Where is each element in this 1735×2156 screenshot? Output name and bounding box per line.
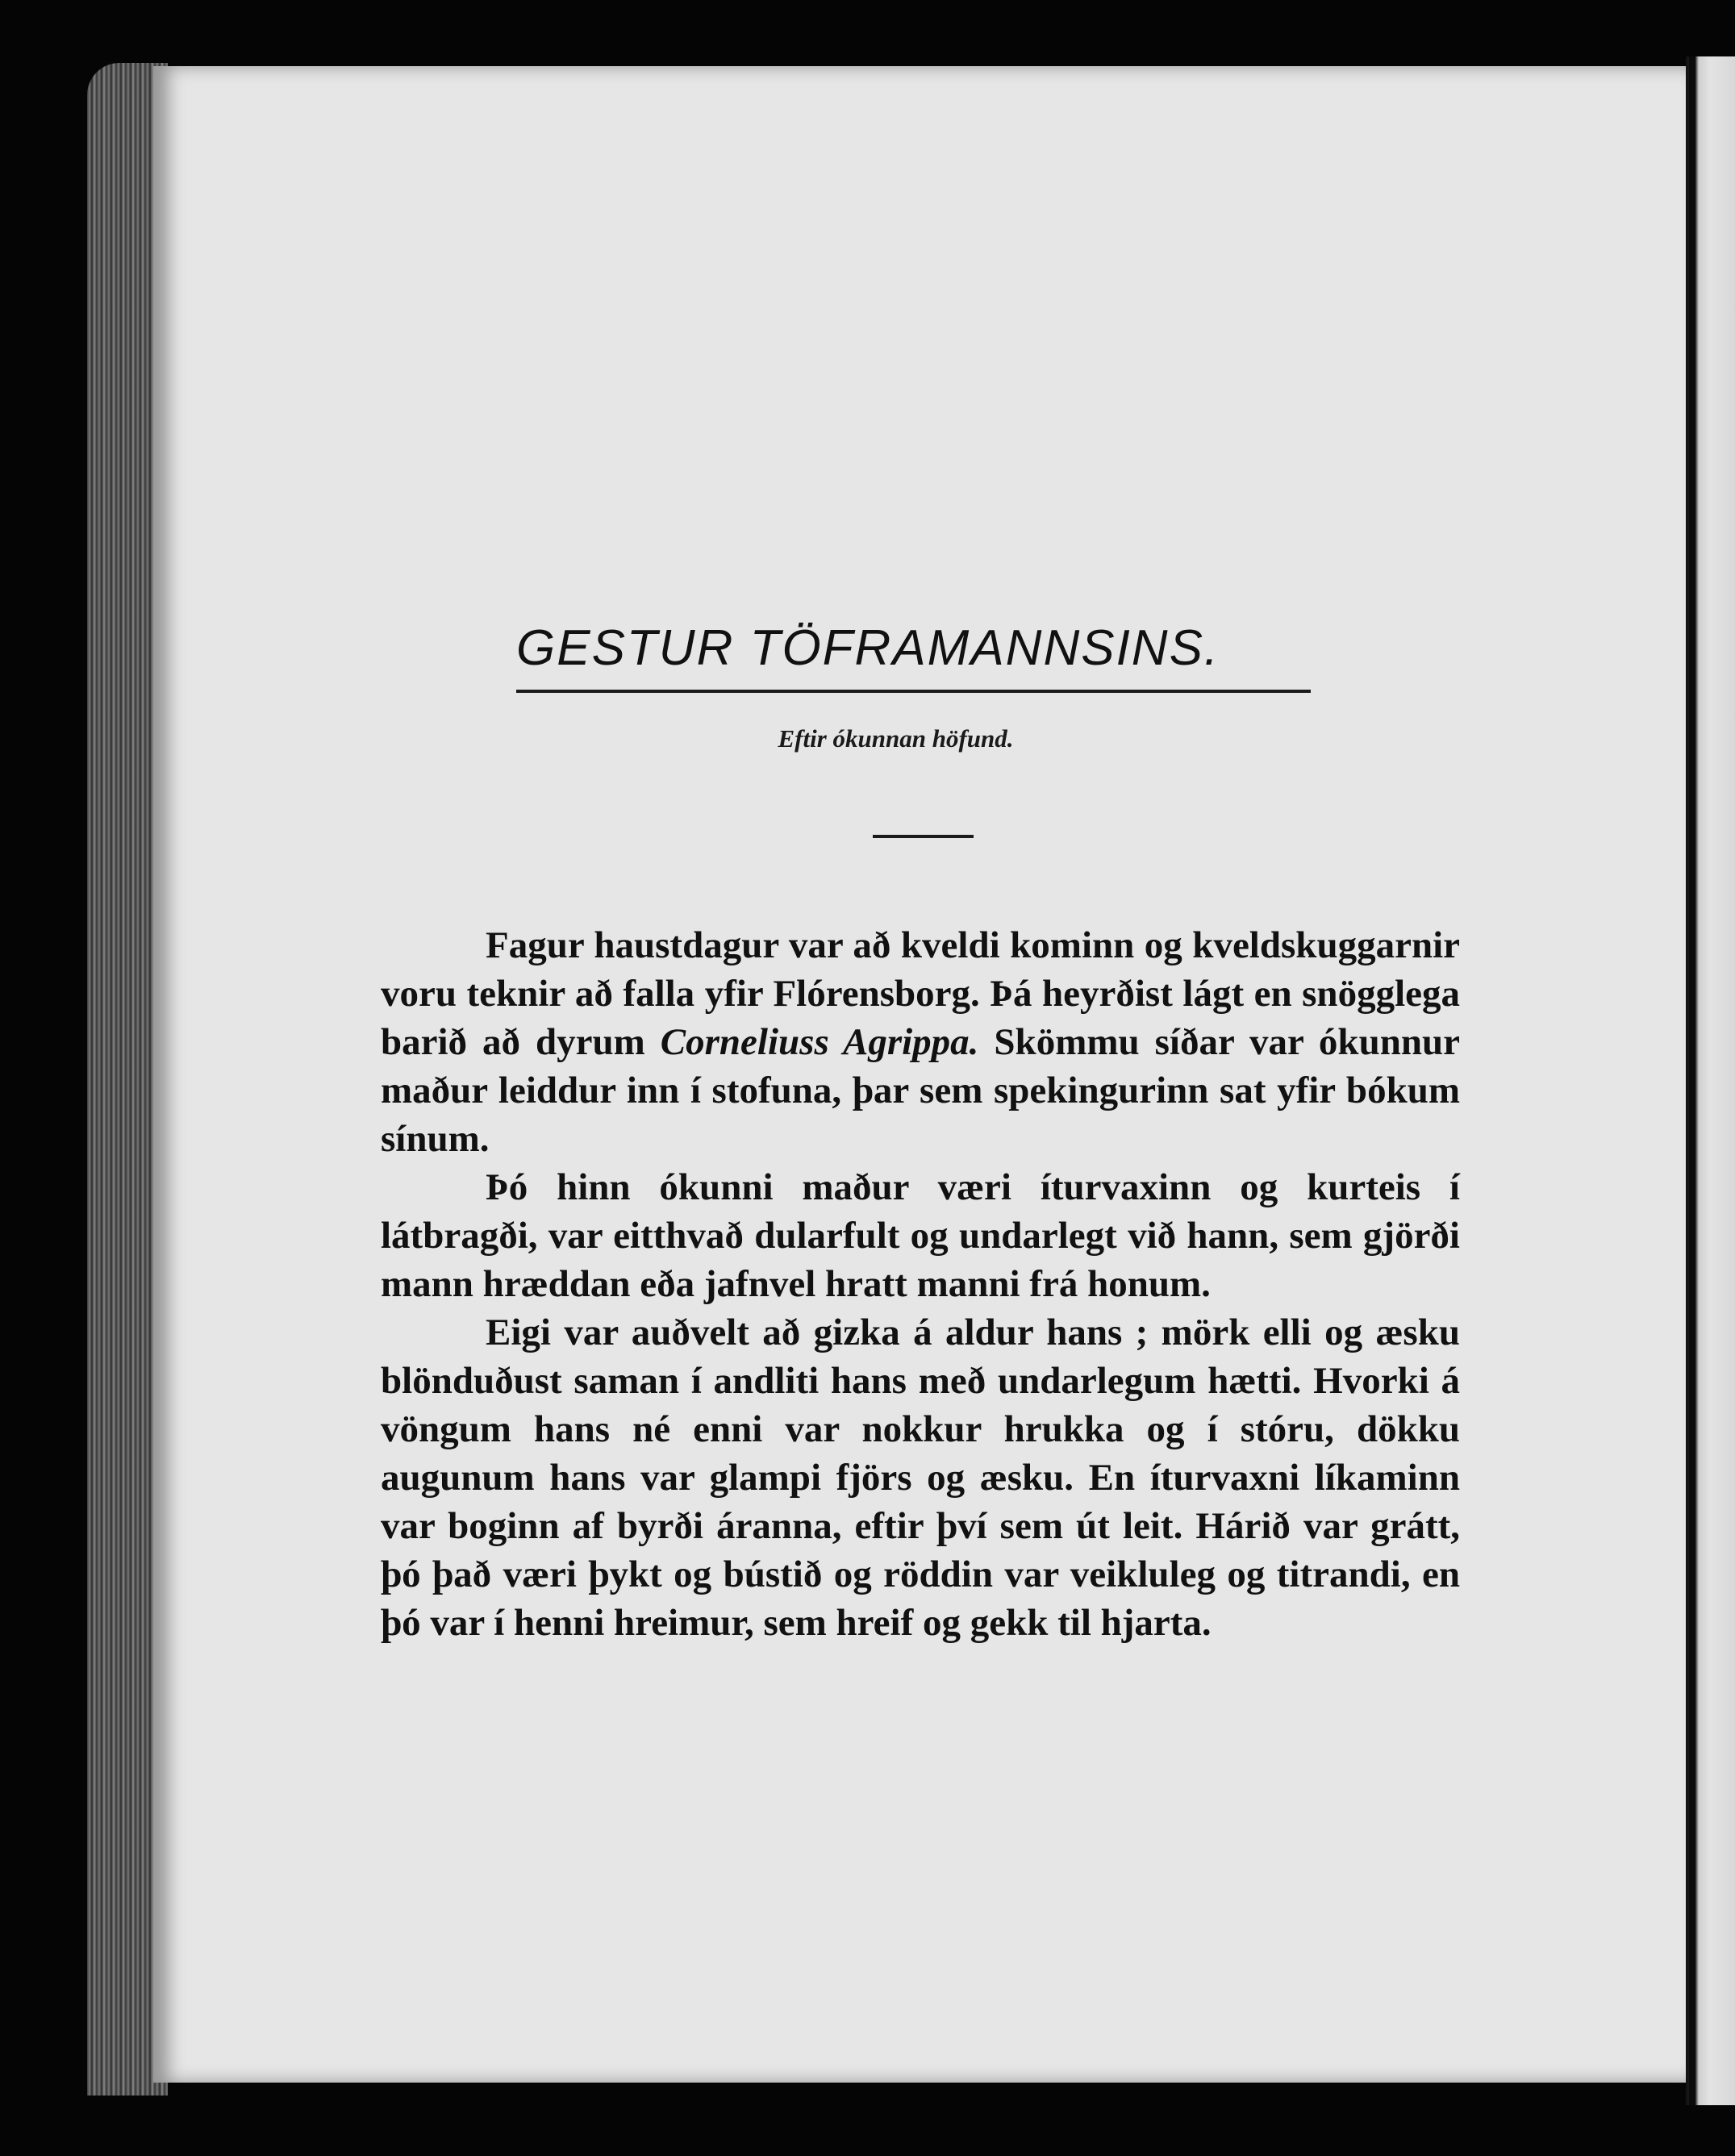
gutter-shadow (1689, 56, 1695, 2105)
paragraph-3: Eigi var auðvelt að gizka á aldur hans ; mörk elli og æsku blönduðust saman í andliti hans með undarlegum hætti. Hvorki á vöngum hans né enni var nokkur hrukka og í stóru, dökku augunum hans var glampi fjörs og æsku. En íturvaxni líkaminn var boginn af byrði áranna, eftir því sem út leit. Hárið var grátt, þó það væri þykt og bústið og röddin var veikluleg og titrandi, en þó var í henni hreimur, sem hreif og gekk til hjarta. (381, 1312, 1460, 1644)
byline: Eftir ókunnan höfund. (778, 724, 1014, 753)
paragraph-1-text-a: Fagur haustdagur var að kveldi kominn og kveldskuggarnir voru teknir að falla yfir Flórensborg. Þá heyrðist lágt en snögglega barið að dyrum (381, 924, 1460, 1063)
page-title: GESTUR TÖFRAMANNSINS. (516, 620, 1220, 676)
section-divider (873, 835, 974, 838)
paragraph-1 (381, 921, 1460, 1163)
body-text (381, 921, 1460, 1647)
title-underline (516, 690, 1311, 693)
paragraph-1-text-b: Skömmu síðar var ókunnur maður leiddur inn í stofuna, þar sem spekingurinn sat yfir bókum sínum. (381, 1021, 1460, 1160)
paragraph-2: Þó hinn ókunni maður væri íturvaxinn og kurteis í látbragði, var eitthvað dularfult og undarlegt við hann, sem gjörði mann hræddan eða jafnvel hratt manni frá honum. (381, 1166, 1460, 1305)
paragraph-1-italic-name: Corneliuss Agrippa. (660, 1021, 979, 1063)
